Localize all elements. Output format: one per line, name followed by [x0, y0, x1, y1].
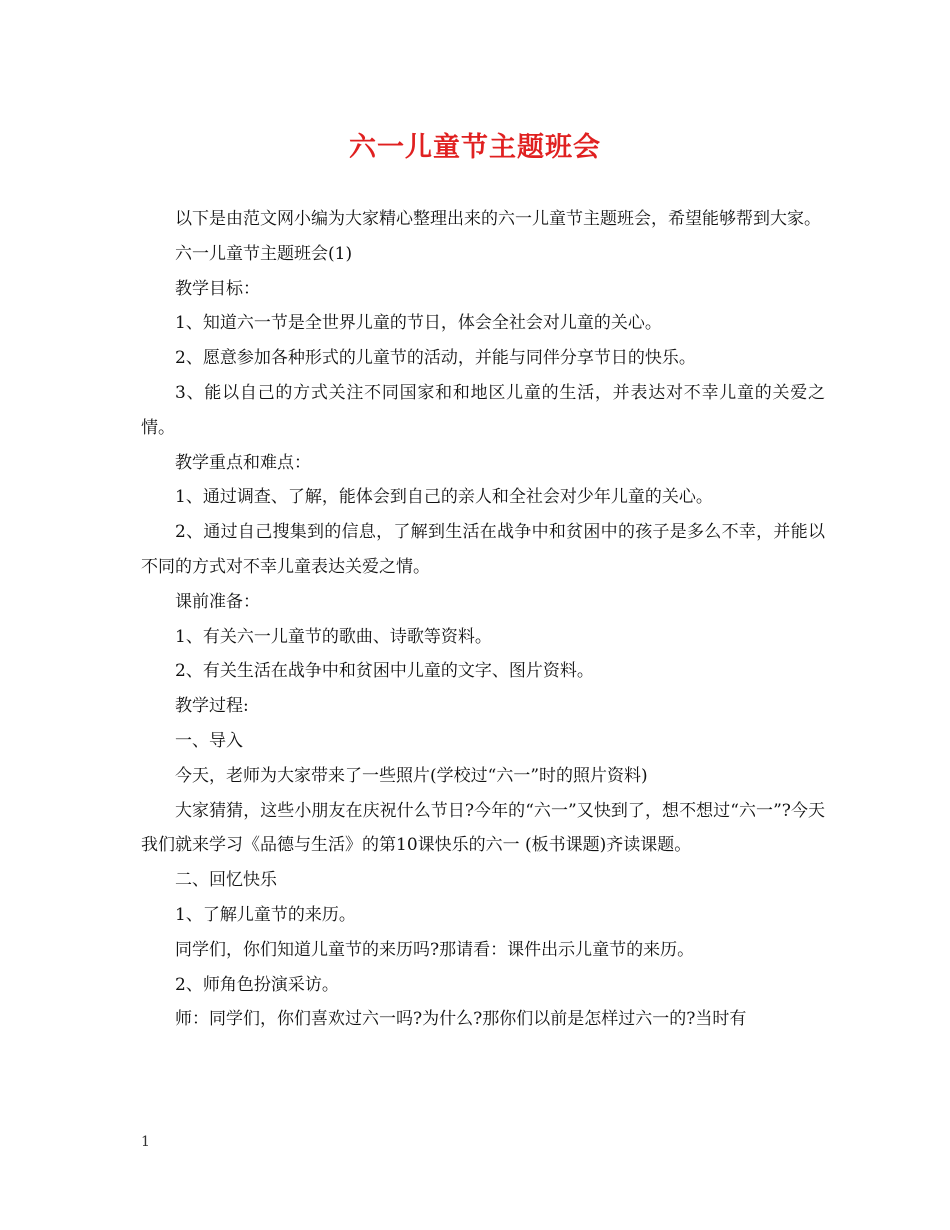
list-item: 1、知道六一节是全世界儿童的节日，体会全社会对儿童的关心。: [175, 313, 662, 334]
list-item: 2、师角色扮演采访。: [175, 974, 339, 995]
paragraph: 同学们，你们知道儿童节的来历吗?那请看：课件出示儿童节的来历。: [175, 939, 695, 960]
paragraph: 课前准备：: [175, 591, 260, 612]
list-item: 2、愿意参加各种形式的儿童节的活动，并能与同伴分享节日的快乐。: [175, 348, 696, 369]
paragraph: 以下是由范文网小编为大家精心整理出来的六一儿童节主题班会，希望能够帮到大家。: [175, 209, 821, 229]
list-item: 3、能以自己的方式关注不同国家和和地区儿童的生活，并表达对不幸儿童的关爱之情。: [141, 382, 825, 438]
paragraph: 今天，老师为大家带来了一些照片(学校过“六一”时的照片资料): [175, 765, 648, 786]
list-item: 1、有关六一儿童节的歌曲、诗歌等资料。: [175, 626, 492, 647]
list-item: 1、通过调查、了解，能体会到自己的亲人和全社会对少年儿童的关心。: [175, 487, 713, 508]
list-item: 2、有关生活在战争中和贫困中儿童的文字、图片资料。: [175, 661, 594, 682]
page-number: 1: [141, 1134, 150, 1150]
document-body: [141, 202, 825, 1037]
paragraph: 师：同学们，你们喜欢过六一吗?为什么?那你们以前是怎样过六一的?当时有: [175, 1009, 747, 1030]
paragraph: 教学目标：: [175, 278, 260, 299]
section-heading: 二、回忆快乐: [175, 870, 277, 891]
paragraph: 教学过程:: [175, 696, 249, 717]
paragraph: 大家猜猜，这些小朋友在庆祝什么节日?今年的“六一”又快到了，想不想过“六一”?今天我们就来学习《品德与生活》的第10课快乐的六一 (板书课题)齐读课题。: [141, 800, 825, 856]
paragraph: 教学重点和难点：: [175, 452, 311, 473]
list-item: 1、了解儿童节的来历。: [175, 904, 356, 925]
list-item: 2、通过自己搜集到的信息，了解到生活在战争中和贫困中的孩子是多么不幸，并能以不同的方式对不幸儿童表达关爱之情。: [141, 522, 825, 577]
section-heading: 六一儿童节主题班会(1): [175, 243, 353, 264]
document-title: 六一儿童节主题班会: [349, 132, 601, 163]
section-heading: 一、导入: [175, 730, 243, 751]
